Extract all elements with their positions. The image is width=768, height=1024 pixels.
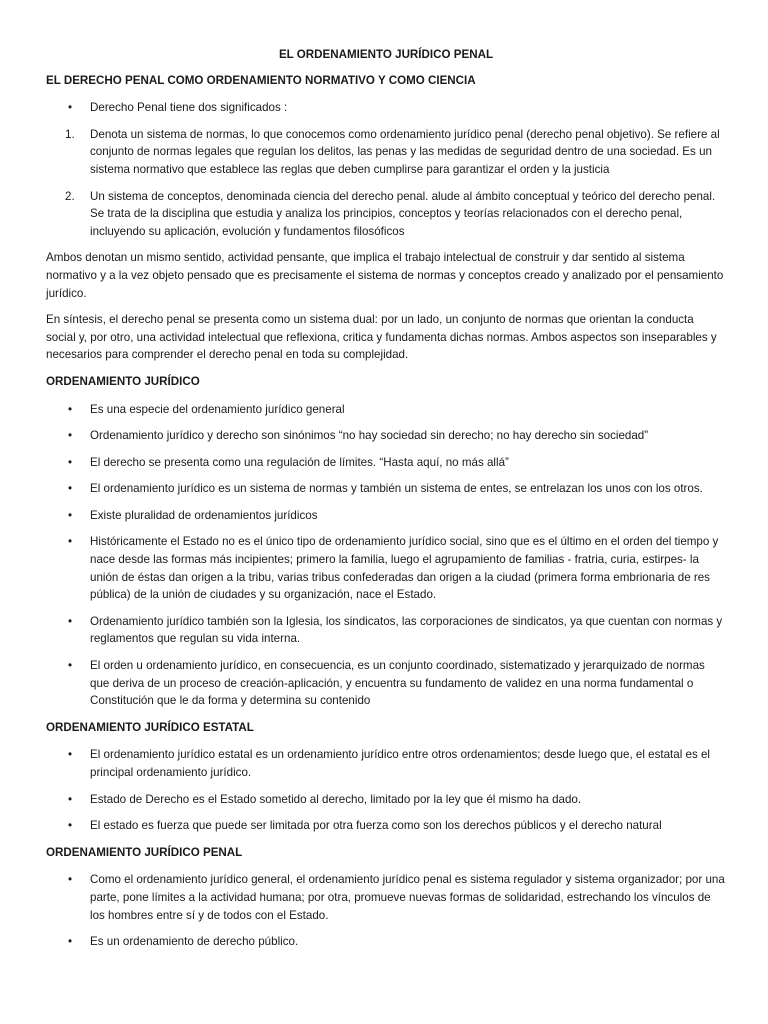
bullet-marker: •	[68, 101, 73, 115]
list-item-text: Ordenamiento jurídico también son la Iglesia, los sindicatos, las corporaciones de sindicatos, ya que cuentan con normas y reglamentos que regulan su vida interna.	[90, 614, 723, 646]
list-item-text: El derecho se presenta como una regulación de límites. “Hasta aquí, no más allá”	[90, 455, 509, 469]
list-item-text: Existe pluralidad de ordenamientos jurídicos	[90, 508, 318, 522]
list-item	[46, 791, 726, 809]
paragraph: En síntesis, el derecho penal se presenta como un sistema dual: por un lado, un conjunto de normas que orientan la conducta social y, por otro, una actividad intelectual que reflexiona, critica y fundamenta dichas normas. Ambos aspectos son inseparables y necesarios para comprender el derecho penal en toda su complejidad.	[46, 313, 717, 362]
numbered-item	[46, 126, 726, 179]
list-item-text: Es un ordenamiento de derecho público.	[90, 935, 299, 949]
list-item	[46, 401, 726, 419]
list-item	[46, 507, 726, 525]
bullet-marker: •	[68, 792, 73, 806]
list-item-text: Derecho Penal tiene dos significados :	[90, 101, 288, 115]
document-page	[46, 46, 726, 960]
list-item-text: Estado de Derecho es el Estado sometido al derecho, limitado por la ley que él mismo ha dado.	[90, 792, 582, 806]
list-item	[46, 533, 726, 603]
numbered-item-text: Denota un sistema de normas, lo que conocemos como ordenamiento jurídico penal (derecho penal objetivo). Se refiere al conjunto de normas legales que regulan los delitos, las penas y las medidas de seguridad dentro de una sociedad. Es un sistema normativo que establece las reglas que deben cumplirse para garantizar el orden y la justicia	[90, 127, 720, 176]
bullet-marker: •	[68, 429, 73, 443]
list-item-text: Es una especie del ordenamiento jurídico general	[90, 402, 345, 416]
list-item	[46, 99, 726, 117]
list-item	[46, 657, 726, 710]
bullet-marker: •	[68, 935, 73, 949]
list-item	[46, 480, 726, 498]
list-item-text: El ordenamiento jurídico es un sistema de normas y también un sistema de entes, se entrelazan los unos con los otros.	[90, 482, 703, 496]
list-item-text: El ordenamiento jurídico estatal es un ordenamiento jurídico entre otros ordenamientos; desde luego que, el estatal es el principal ordenamiento jurídico.	[90, 748, 710, 779]
list-item	[46, 427, 726, 445]
numbered-item	[46, 188, 726, 241]
section-heading-ordenamiento-estatal: ORDENAMIENTO JURÍDICO ESTATAL	[46, 720, 254, 734]
bullet-marker: •	[68, 659, 73, 673]
section-heading-ordenamiento-juridico: ORDENAMIENTO JURÍDICO	[46, 374, 200, 388]
number-marker: 1.	[65, 127, 75, 141]
bullet-marker: •	[68, 535, 73, 549]
bullet-marker: •	[68, 614, 73, 628]
number-marker: 2.	[65, 189, 75, 203]
list-item	[46, 871, 726, 924]
document-title: EL ORDENAMIENTO JURÍDICO PENAL	[278, 48, 494, 61]
list-item-text: El estado es fuerza que puede ser limitada por otra fuerza como son los derechos públicos y el derecho natural	[90, 819, 662, 833]
list-item-text: Históricamente el Estado no es el único tipo de ordenamiento jurídico social, sino que es el último en el orden del tiempo y nace desde las formas más incipientes; primero la familia, luego el agrupamiento de familias - fratria, curia, estirpes- la unión de éstas dan origen a la tribu, varias tribus confederadas dan origen a la ciudad (primera forma embrionaria de res pública) de la unión de ciudades y su organización, nace el Estado.	[90, 535, 719, 602]
numbered-item-text: Un sistema de conceptos, denominada ciencia del derecho penal. alude al ámbito conceptual y teórico del derecho penal. Se trata de la disciplina que estudia y analiza los principios, conceptos y teorías relacionados con el derecho penal, incluyendo su aplicación, evolución y fundamentos filosóficos	[90, 189, 716, 238]
bullet-marker: •	[68, 402, 73, 416]
section-heading-ordenamiento-penal: ORDENAMIENTO JURÍDICO PENAL	[46, 845, 243, 859]
list-item-text: Como el ordenamiento jurídico general, el ordenamiento jurídico penal es sistema regulador y sistema organizador; por una parte, pone límites a la actividad humana; por otra, promueve nuevas formas de solidaridad, estrechando los vínculos de los hombres entre sí y de todos con el Estado.	[90, 873, 725, 922]
bullet-marker: •	[68, 508, 73, 522]
bullet-marker: •	[68, 748, 73, 762]
list-item-text: Ordenamiento jurídico y derecho son sinónimos “no hay sociedad sin derecho; no hay derecho sin sociedad”	[90, 429, 649, 443]
section-heading-derecho-penal: EL DERECHO PENAL COMO ORDENAMIENTO NORMATIVO Y COMO CIENCIA	[46, 73, 476, 87]
bullet-marker: •	[68, 873, 73, 887]
list-item	[46, 613, 726, 648]
list-item	[46, 817, 726, 835]
bullet-marker: •	[68, 455, 73, 469]
list-item	[46, 933, 726, 951]
paragraph: Ambos denotan un mismo sentido, actividad pensante, que implica el trabajo intelectual de construir y dar sentido al sistema normativo y a la vez objeto pensado que es precisamente el sistema de normas y conceptos creado y analizado por el pensamiento jurídico.	[46, 251, 724, 300]
bullet-marker: •	[68, 819, 73, 833]
list-item-text: El orden u ordenamiento jurídico, en consecuencia, es un conjunto coordinado, sistematizado y jerarquizado de normas que deriva de un proceso de creación-aplicación, y encuentra su fundamento de validez en una norma fundamental o Constitución que le da forma y determina su contenido	[90, 659, 705, 708]
list-item	[46, 746, 726, 781]
bullet-marker: •	[68, 482, 73, 496]
list-item	[46, 454, 726, 472]
